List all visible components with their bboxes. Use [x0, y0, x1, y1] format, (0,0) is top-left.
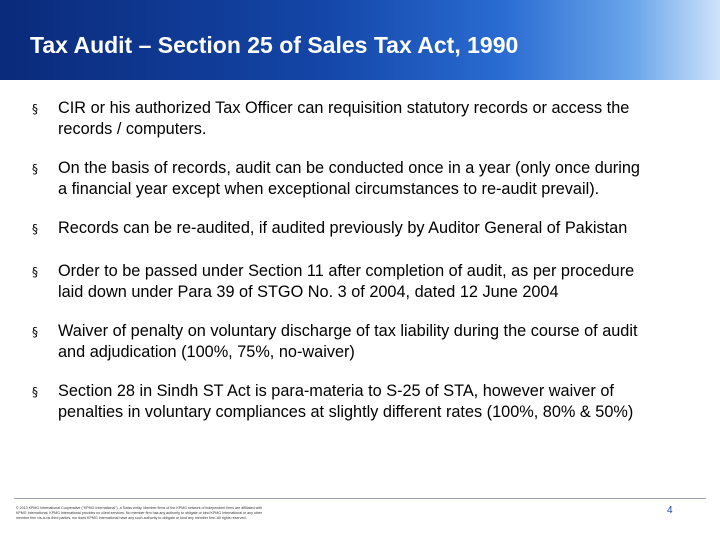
- bullet-text: [58, 321, 638, 363]
- bullet-item: [32, 158, 702, 200]
- bullet-item: [32, 261, 702, 303]
- bullet-marker: §: [32, 102, 38, 116]
- bullet-marker: §: [32, 325, 38, 339]
- bullet-item: [32, 381, 702, 423]
- bullet-item: [32, 218, 702, 241]
- bullet-marker: §: [32, 162, 38, 176]
- footer-divider: [14, 498, 706, 499]
- bullet-text: [58, 158, 640, 200]
- title-bar: [0, 0, 720, 80]
- bullet-text: [58, 381, 633, 423]
- bullet-line: a financial year except when exceptional circumstances to re-audit prevail).: [58, 180, 600, 198]
- bullet-marker: §: [32, 222, 38, 236]
- slide-title: Tax Audit – Section 25 of Sales Tax Act, 1990: [30, 32, 519, 58]
- bullet-line: and adjudication (100%, 75%, no-waiver): [58, 343, 355, 361]
- bullet-text: [58, 98, 629, 140]
- bullet-text: [58, 218, 627, 239]
- page-number: 4: [667, 505, 673, 516]
- bullet-line: records / computers.: [58, 120, 207, 138]
- bullet-item: [32, 321, 702, 363]
- bullet-item: [32, 98, 702, 140]
- bullet-line: On the basis of records, audit can be conducted once in a year (only once during: [58, 159, 640, 177]
- bullet-marker: §: [32, 265, 38, 279]
- bullet-line: CIR or his authorized Tax Officer can requisition statutory records or access the: [58, 99, 630, 117]
- bullet-list: [32, 98, 702, 441]
- footer-disclaimer: © 2013 KPMG International Cooperative ("KPMG International"), a Swiss entity. Member firms of the KPMG network of independent firms are affiliated with KPMG International. KPMG International provides no client services. No member firm has any authority to obligate or bind KPMG International or any other member firm vis-à-vis third parties, nor does KPMG International have any such authority to obligate or bind any member firm. All rights reserved.: [16, 506, 263, 520]
- bullet-marker: §: [32, 385, 38, 399]
- bullet-line: Records can be re-audited, if audited previously by Auditor General of Pakistan: [58, 219, 628, 237]
- bullet-line: Section 28 in Sindh ST Act is para-materia to S-25 of STA, however waiver of: [58, 382, 614, 400]
- bullet-text: [58, 261, 634, 303]
- bullet-line: Waiver of penalty on voluntary discharge of tax liability during the course of audit: [58, 322, 638, 340]
- bullet-line: laid down under Para 39 of STGO No. 3 of 2004, dated 12 June 2004: [58, 283, 559, 301]
- bullet-line: Order to be passed under Section 11 after completion of audit, as per procedure: [58, 262, 635, 280]
- bullet-line: penalties in voluntary compliances at slightly different rates (100%, 80% & 50%): [58, 403, 634, 421]
